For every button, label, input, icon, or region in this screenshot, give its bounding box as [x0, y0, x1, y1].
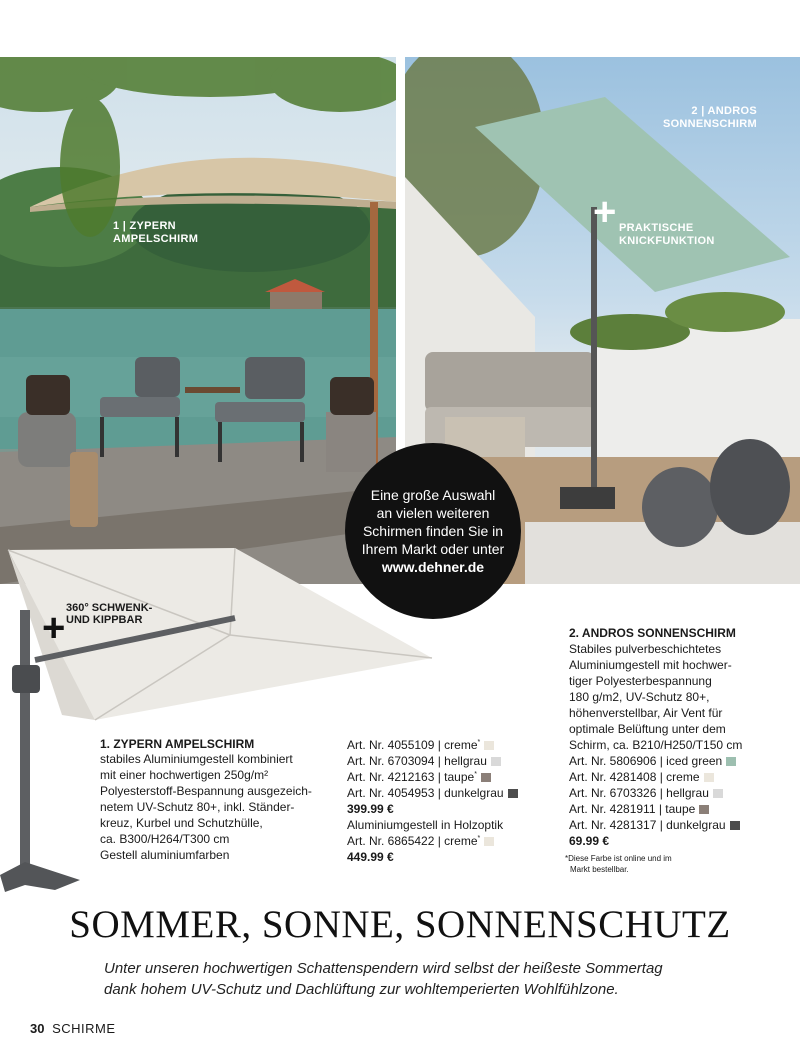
knick-feature-line1: PRAKTISCHE — [619, 222, 694, 234]
product2-description — [569, 641, 794, 753]
plus-icon-cutout: + — [42, 606, 66, 650]
article-row — [347, 833, 518, 849]
page-subline — [104, 958, 663, 1000]
footnote — [565, 853, 672, 875]
product2-price: 69.99 € — [569, 834, 610, 848]
color-swatch — [699, 805, 709, 814]
footnote-line2: Markt bestellbar. — [570, 865, 629, 874]
subline-line2: dank hohem UV-Schutz und Dachlüftung zur wohltemperierten Wohlfühlzone. — [104, 981, 619, 998]
color-swatch — [491, 757, 501, 766]
article-number-text: Art. Nr. 5806906 | iced green — [569, 754, 723, 768]
page-headline: SOMMER, SONNE, SONNENSCHUTZ — [69, 903, 731, 946]
article-row — [569, 817, 794, 833]
color-swatch — [713, 789, 723, 798]
section-name: SCHIRME — [52, 1021, 116, 1036]
article-row — [347, 753, 518, 769]
dehner-info-bubble — [345, 443, 521, 619]
product1-articles — [347, 737, 518, 865]
article-number-text: Art. Nr. 4212163 | taupe — [347, 770, 475, 784]
article-row — [569, 801, 794, 817]
andros-photo-label — [663, 105, 757, 131]
product1-description-block — [100, 737, 340, 863]
knick-feature-line2: KNICKFUNKTION — [619, 235, 715, 247]
article-row — [569, 753, 794, 769]
product2-block — [569, 625, 794, 849]
product1-wood-article — [347, 833, 518, 849]
product1-price-wood: 449.99 € — [347, 850, 394, 864]
article-number-text: Art. Nr. 6703326 | hellgrau — [569, 786, 709, 800]
product1-article-list — [347, 737, 518, 801]
product1-title: 1. ZYPERN AMPELSCHIRM — [100, 737, 255, 751]
description-line: Aluminiumgestell mit hochwer- — [569, 658, 732, 672]
bubble-line1: Eine große Auswahl — [370, 487, 496, 503]
dehner-url-link[interactable]: www.dehner.de — [381, 559, 485, 575]
zypern-photo-label — [113, 220, 198, 246]
online-only-marker: * — [477, 739, 481, 746]
page-footer — [30, 1021, 116, 1036]
description-line: mit einer hochwertigen 250g/m² — [100, 768, 269, 782]
description-line: höhenverstellbar, Air Vent für — [569, 706, 723, 720]
article-number-text: Art. Nr. 4054953 | dunkelgrau — [347, 786, 504, 800]
lake-dock-illustration — [0, 57, 396, 584]
zypern-label-line1: 1 | ZYPERN — [113, 220, 176, 232]
color-swatch — [508, 789, 518, 798]
article-number-text: Art. Nr. 6865422 | creme — [347, 834, 478, 848]
description-line: Gestell aluminiumfarben — [100, 848, 230, 862]
subline-line1: Unter unseren hochwertigen Schattenspendern wird selbst der heißeste Sommertag — [104, 960, 663, 977]
schwenk-line1: 360° SCHWENK- — [66, 602, 153, 614]
knickfunktion-feature — [619, 222, 715, 248]
article-row — [347, 785, 518, 801]
description-line: Stabiles pulverbeschichtetes — [569, 642, 722, 656]
article-number-text: Art. Nr. 6703094 | hellgrau — [347, 754, 487, 768]
description-line: netem UV-Schutz 80+, inkl. Ständer- — [100, 800, 295, 814]
color-swatch — [726, 757, 736, 766]
online-only-marker: * — [477, 835, 481, 842]
product2-article-list — [569, 753, 794, 833]
article-row — [569, 769, 794, 785]
product2-title: 2. ANDROS SONNENSCHIRM — [569, 626, 736, 640]
page-number: 30 — [30, 1021, 45, 1036]
product1-description — [100, 751, 340, 863]
color-swatch — [704, 773, 714, 782]
bubble-line4: Ihrem Markt oder unter — [361, 541, 505, 557]
description-line: stabiles Aluminiumgestell kombiniert — [100, 752, 293, 766]
schwenk-feature — [66, 602, 152, 626]
online-only-marker: * — [474, 771, 477, 778]
schwenk-line2: UND KIPPBAR — [66, 614, 143, 626]
description-line: tiger Polyesterbespannung — [569, 674, 712, 688]
article-row — [347, 769, 518, 785]
description-line: Polyesterstoff-Bespannung ausgezeich- — [100, 784, 312, 798]
article-number-text: Art. Nr. 4281408 | creme — [569, 770, 700, 784]
product1-price-standard: 399.99 € — [347, 802, 394, 816]
andros-label-line1: 2 | ANDROS — [691, 105, 757, 117]
description-line: optimale Belüftung unter dem — [569, 722, 726, 736]
color-swatch — [481, 773, 491, 782]
article-number-text: Art. Nr. 4281317 | dunkelgrau — [569, 818, 726, 832]
color-swatch — [730, 821, 740, 830]
plus-icon: + — [593, 190, 617, 234]
article-row — [569, 785, 794, 801]
description-line: 180 g/m2, UV-Schutz 80+, — [569, 690, 710, 704]
zypern-label-line2: AMPELSCHIRM — [113, 233, 199, 245]
description-line: Schirm, ca. B210/H250/T150 cm — [569, 738, 743, 752]
article-number-text: Art. Nr. 4055109 | creme — [347, 738, 478, 752]
andros-label-line2: SONNENSCHIRM — [662, 118, 757, 130]
description-line: kreuz, Kurbel und Schutzhülle, — [100, 816, 263, 830]
footnote-line1: *Diese Farbe ist online und im — [565, 854, 672, 863]
product1-wood-variant: Aluminiumgestell in Holzoptik — [347, 818, 504, 832]
color-swatch — [484, 741, 494, 750]
bubble-line2: an vielen weiteren — [376, 505, 490, 521]
article-row — [347, 737, 518, 753]
color-swatch — [484, 837, 494, 846]
article-number-text: Art. Nr. 4281911 | taupe — [569, 802, 696, 816]
bubble-line3: Schirmen finden Sie in — [362, 523, 504, 539]
description-line: ca. B300/H264/T300 cm — [100, 832, 230, 846]
photo-zypern-ampelschirm — [0, 57, 396, 584]
